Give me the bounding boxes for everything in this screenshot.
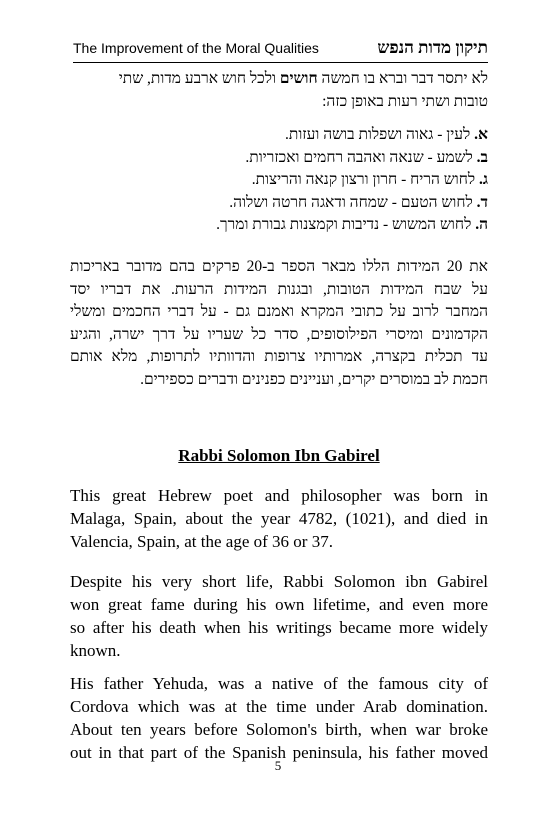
section-title: Rabbi Solomon Ibn Gabirel <box>178 446 380 465</box>
running-header <box>73 38 488 63</box>
hebrew-paragraph-line: את 20 המידות הללו מבאר הספר ב-20 פרקים בהם מדובר באריכות <box>70 258 488 275</box>
paragraph-line: This great Hebrew poet and philosopher was born in <box>70 486 488 505</box>
paragraph-line: known. <box>70 641 121 660</box>
hebrew-paragraph <box>70 256 488 391</box>
senses-list <box>70 124 488 237</box>
hebrew-paragraph-line: חכמת לב במוסרים יקרים, ועניינים כפנינים ודברים כספירים. <box>140 370 488 388</box>
hebrew-intro-line2: טובות ושתי רעות באופן כזה: <box>322 92 488 110</box>
paragraph-line: Despite his very short life, Rabbi Solomon ibn Gabirel <box>70 572 488 591</box>
english-paragraph <box>70 672 488 764</box>
english-paragraph <box>70 484 488 553</box>
hebrew-paragraph-line: עד תכלית בקצרה, אמרותיו צרופות והדוותיו לתרופות, מלא אותם <box>70 348 488 365</box>
paragraph-line: Valencia, Spain, at the age of 36 or 37. <box>70 532 333 551</box>
list-item: ב. לשמע - שנאה ואהבה רחמים ואכזריות. <box>245 148 488 166</box>
paragraph-line: Cordova which was at the time under Arab domination. <box>70 697 488 716</box>
hebrew-intro-bold-word: חושים <box>279 70 318 87</box>
hebrew-paragraph-line: הקדמונים ומיסרי הפילוסופים, סדר כל שעריו על דרך ישרה, והגיע <box>70 325 488 343</box>
list-item: ד. לחוש הטעם - שמחה ודאגה חרטה ושלוה. <box>229 193 488 211</box>
paragraph-line: out in that part of the Spanish peninsula, his father moved <box>70 743 488 762</box>
hebrew-paragraph-line: המחבר לרוב על כתובי המקרא ואמנם גם - על דברי החכמים ומשלי <box>70 303 488 320</box>
english-paragraph <box>70 570 488 662</box>
paragraph-line: About ten years before Solomon's birth, when war broke <box>70 720 488 739</box>
page-number: 5 <box>274 758 282 773</box>
header-title-hebrew: תיקון מדות הנפש <box>377 38 488 57</box>
paragraph-line: Malaga, Spain, about the year 4782, (1021), and died in <box>70 509 488 528</box>
hebrew-intro-line1-end: ולכל חוש ארבע מדות, שתי <box>118 70 280 87</box>
header-title-english: The Improvement of the Moral Qualities <box>73 40 319 56</box>
paragraph-line: so after his death when his writings became more widely <box>70 618 488 637</box>
paragraph-line: His father Yehuda, was a native of the famous city of <box>70 674 488 693</box>
list-item: ה. לחוש המשוש - נדיבות וקמצנות גבורת ומרך. <box>216 216 488 233</box>
hebrew-intro-line1-start: לא יתסר דבר וברא בו חמשה <box>317 70 488 87</box>
hebrew-intro <box>70 68 488 113</box>
list-item: א. לעין - גאוה ושפלות בושה ועזות. <box>285 126 488 143</box>
hebrew-paragraph-line: על שבח המידות הטובות, ובגנות המידות הרעות. את דבריו יסד <box>70 280 488 298</box>
paragraph-line: won great fame during his own lifetime, and even more <box>70 595 488 614</box>
list-item: ג. לחוש הריח - חרון ורצון קנאה והריצות. <box>251 171 488 188</box>
